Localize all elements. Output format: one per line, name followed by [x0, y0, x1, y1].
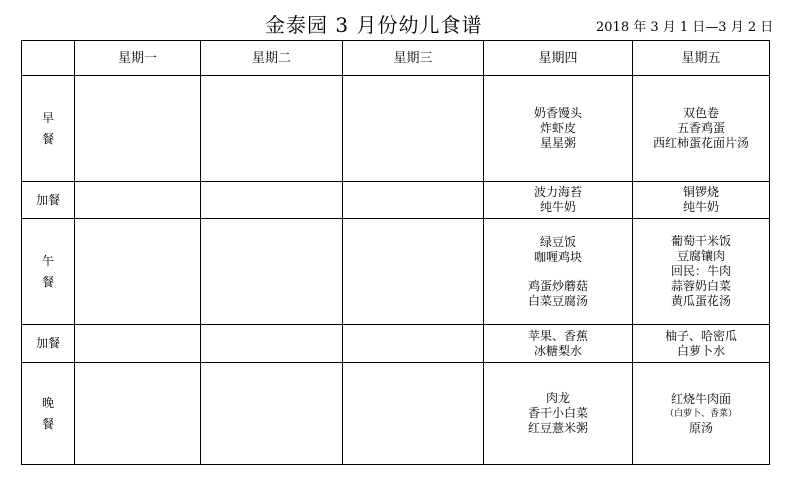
day-header-fri: 星期五 [633, 41, 770, 76]
menu-cell-wed [343, 219, 484, 325]
table-row-lunch [22, 219, 770, 325]
menu-cell-fri: 铜锣烧 纯牛奶 [633, 182, 770, 219]
menu-cell-fri: 柚子、哈密瓜 白萝卜水 [633, 325, 770, 363]
meal-label-lunch: 午 餐 [22, 219, 75, 325]
menu-cell-tue [201, 219, 343, 325]
menu-cell-thu: 绿豆饭 咖喱鸡块 鸡蛋炒蘑菇 白菜豆腐汤 [484, 219, 633, 325]
meal-label-breakfast: 早 餐 [22, 76, 75, 182]
table-row-dinner [22, 363, 770, 465]
menu-cell-fri: 葡萄干米饭 豆腐镶肉 回民：牛肉 蒜蓉奶白菜 黄瓜蛋花汤 [633, 219, 770, 325]
menu-cell-wed [343, 76, 484, 182]
menu-cell-wed [343, 182, 484, 219]
menu-cell-thu: 苹果、香蕉 冰糖梨水 [484, 325, 633, 363]
header-row [22, 41, 770, 76]
corner-cell [22, 41, 75, 76]
menu-cell-wed [343, 363, 484, 465]
day-header-wed: 星期三 [343, 41, 484, 76]
menu-cell-tue [201, 325, 343, 363]
table-row-snack-am [22, 182, 770, 219]
menu-cell-mon [75, 76, 201, 182]
meal-label-snack-pm: 加餐 [22, 325, 75, 363]
menu-cell-thu: 波力海苔 纯牛奶 [484, 182, 633, 219]
menu-table [21, 40, 770, 465]
meal-label-dinner: 晚 餐 [22, 363, 75, 465]
date-range: 2018 年 3 月 1 日—3 月 2 日 [596, 20, 774, 35]
menu-cell-tue [201, 363, 343, 465]
menu-cell-wed [343, 325, 484, 363]
menu-cell-mon [75, 219, 201, 325]
table-row-breakfast [22, 76, 770, 182]
table-row-snack-pm [22, 325, 770, 363]
menu-cell-fri: 红烧牛肉面 （白萝卜、香菜） 原汤 [633, 363, 770, 465]
menu-cell-mon [75, 363, 201, 465]
menu-cell-mon [75, 325, 201, 363]
menu-cell-thu: 肉龙 香干小白菜 红豆薏米粥 [484, 363, 633, 465]
menu-cell-thu: 奶香馒头 炸虾皮 星星粥 [484, 76, 633, 182]
menu-cell-tue [201, 76, 343, 182]
meal-label-snack-am: 加餐 [22, 182, 75, 219]
menu-cell-mon [75, 182, 201, 219]
menu-cell-tue [201, 182, 343, 219]
menu-cell-fri: 双色卷 五香鸡蛋 西红柿蛋花面片汤 [633, 76, 770, 182]
day-header-tue: 星期二 [201, 41, 343, 76]
day-header-thu: 星期四 [484, 41, 633, 76]
day-header-mon: 星期一 [75, 41, 201, 76]
